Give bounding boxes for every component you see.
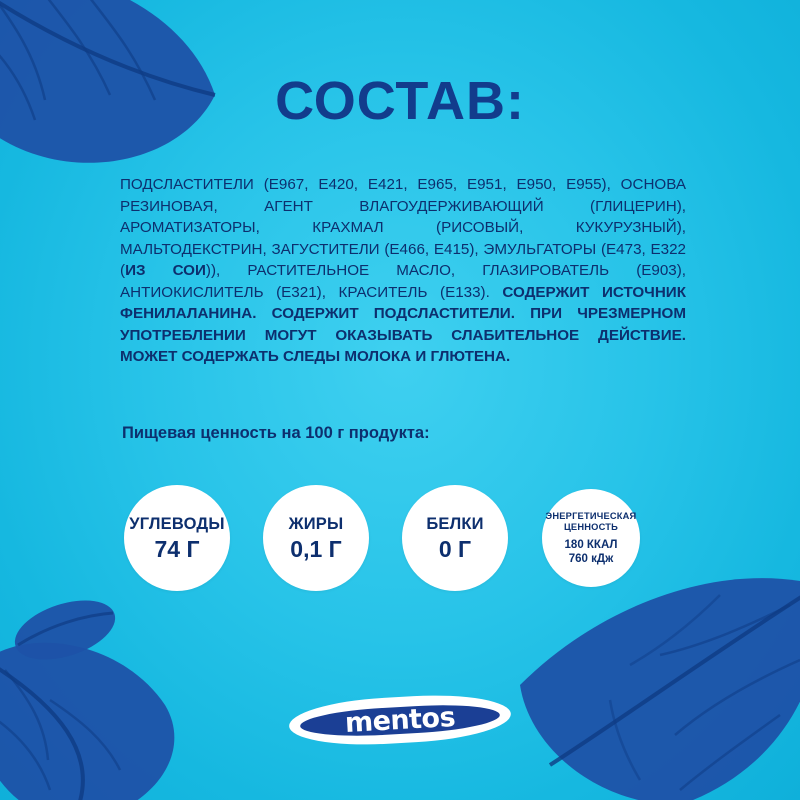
nutrition-label: ЭНЕРГЕТИЧЕСКАЯ ЦЕННОСТЬ bbox=[545, 510, 637, 532]
nutrition-label: ЖИРЫ bbox=[288, 514, 344, 533]
mint-leaf-icon bbox=[0, 590, 210, 800]
nutrition-value-kcal: 180 ККАЛ bbox=[564, 538, 618, 551]
mint-leaf-icon bbox=[10, 585, 120, 675]
nutrition-label: БЕЛКИ bbox=[426, 514, 484, 533]
nutrition-value: 0,1 Г bbox=[290, 535, 342, 562]
nutrition-value-kj: 760 кДж bbox=[568, 552, 614, 565]
ingredients-text bbox=[120, 174, 686, 368]
logo-text: mentos bbox=[344, 701, 456, 739]
ingredients-part2: )), РАСТИТЕЛЬНОЕ МАСЛО, ГЛАЗИРОВАТЕЛЬ (E903), АНТИОКИСЛИТЕЛЬ (E321), КРАСИТЕЛЬ (E133). bbox=[120, 262, 686, 301]
nutrition-item-fats bbox=[263, 485, 369, 591]
nutrition-heading: Пищевая ценность на 100 г продукта: bbox=[122, 424, 430, 442]
mentos-logo bbox=[289, 697, 511, 743]
ingredients-warning: СОДЕРЖИТ ИСТОЧНИК ФЕНИЛАЛАНИНА. СОДЕРЖИТ ПОДСЛАСТИТЕЛИ. ПРИ ЧРЕЗМЕРНОМ УПОТРЕБЛЕНИИ МОГУТ ОКАЗЫВАТЬ СЛАБИТЕЛЬНОЕ ДЕЙСТВИЕ. МОЖЕТ СОДЕРЖАТЬ СЛЕДЫ МОЛОКА И ГЛЮТЕНА. bbox=[120, 283, 686, 365]
nutrition-value: 0 Г bbox=[438, 535, 472, 562]
nutrition-label: УГЛЕВОДЫ bbox=[129, 514, 225, 533]
nutrition-item-proteins bbox=[402, 485, 508, 591]
nutrition-facts bbox=[124, 483, 684, 593]
nutrition-item-energy bbox=[542, 489, 640, 587]
ingredients-part1: ПОДСЛАСТИТЕЛИ (E967, E420, E421, E965, E951, E950, E955), ОСНОВА РЕЗИНОВАЯ, АГЕНТ ВЛАГОУДЕРЖИВАЮЩИЙ (ГЛИЦЕРИН), АРОМАТИЗАТОРЫ, КРАХМАЛ (РИСОВЫЙ, КУКУРУЗНЫЙ), МАЛЬТОДЕКСТРИН, ЗАГУСТИТЕЛИ (E466, E415), ЭМУЛЬГАТОРЫ (E473, E322 ( bbox=[120, 176, 686, 279]
page-title: СОСТАВ: bbox=[275, 71, 525, 131]
nutrition-value: 74 Г bbox=[154, 535, 200, 562]
ingredients-soy-note: ИЗ СОИ bbox=[125, 262, 206, 279]
nutrition-item-carbohydrates bbox=[124, 485, 230, 591]
